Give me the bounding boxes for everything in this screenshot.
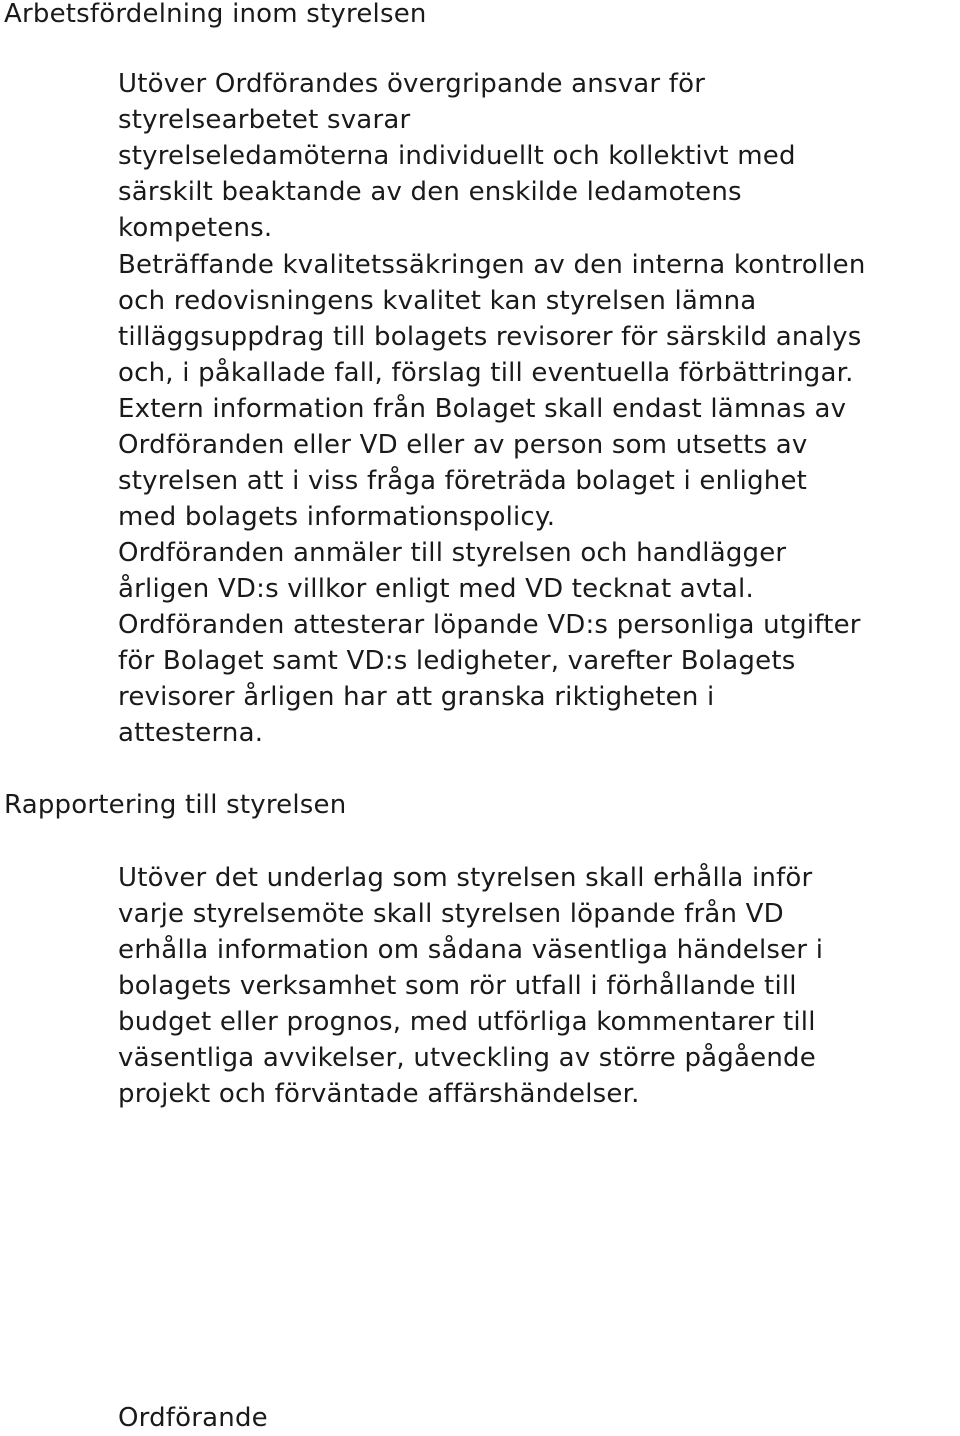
paragraph-line: Ordföranden anmäler till styrelsen och handlägger bbox=[118, 538, 787, 568]
paragraph-line: varje styrelsemöte skall styrelsen löpande från VD bbox=[118, 899, 784, 929]
paragraph-line: revisorer årligen har att granska riktigheten i bbox=[118, 682, 715, 712]
section-heading-rapportering: Rapportering till styrelsen bbox=[4, 790, 347, 820]
paragraph-line: bolagets verksamhet som rör utfall i förhållande till bbox=[118, 971, 797, 1001]
paragraph-line: Ordföranden attesterar löpande VD:s personliga utgifter bbox=[118, 610, 861, 640]
paragraph-line: för Bolaget samt VD:s ledigheter, varefter Bolagets bbox=[118, 646, 796, 676]
paragraph-line: styrelsen att i viss fråga företräda bolaget i enlighet bbox=[118, 466, 808, 496]
paragraph-line: särskilt beaktande av den enskilde ledamotens bbox=[118, 177, 742, 207]
paragraph-line: Utöver Ordförandes övergripande ansvar för bbox=[118, 69, 706, 99]
paragraph-line: projekt och förväntade affärshändelser. bbox=[118, 1079, 640, 1109]
paragraph-line: styrelsearbetet svarar bbox=[118, 105, 411, 135]
paragraph-line: och, i påkallade fall, förslag till eventuella förbättringar. bbox=[118, 358, 854, 388]
paragraph-line: och redovisningens kvalitet kan styrelsen lämna bbox=[118, 286, 757, 316]
paragraph-line: erhålla information om sådana väsentliga händelser i bbox=[118, 935, 824, 965]
paragraph-line: styrelseledamöterna individuellt och kollektivt med bbox=[118, 141, 796, 171]
paragraph-line: årligen VD:s villkor enligt med VD tecknat avtal. bbox=[118, 574, 754, 604]
section-heading-arbetsfordelning: Arbetsfördelning inom styrelsen bbox=[4, 0, 427, 29]
paragraph-line: budget eller prognos, med utförliga kommentarer till bbox=[118, 1007, 816, 1037]
paragraph-line: Utöver det underlag som styrelsen skall erhålla inför bbox=[118, 863, 813, 893]
paragraph-line: med bolagets informationspolicy. bbox=[118, 502, 556, 532]
paragraph-line: tilläggsuppdrag till bolagets revisorer för särskild analys bbox=[118, 322, 862, 352]
paragraph-line: attesterna. bbox=[118, 718, 264, 748]
paragraph-line: Ordföranden eller VD eller av person som utsetts av bbox=[118, 430, 808, 460]
paragraph-line: Beträffande kvalitetssäkringen av den interna kontrollen bbox=[118, 250, 866, 280]
footer-text: Ordförande bbox=[118, 1403, 268, 1433]
paragraph-line: Extern information från Bolaget skall endast lämnas av bbox=[118, 394, 847, 424]
paragraph-line: väsentliga avvikelser, utveckling av större pågående bbox=[118, 1043, 816, 1073]
paragraph-line: kompetens. bbox=[118, 213, 273, 243]
